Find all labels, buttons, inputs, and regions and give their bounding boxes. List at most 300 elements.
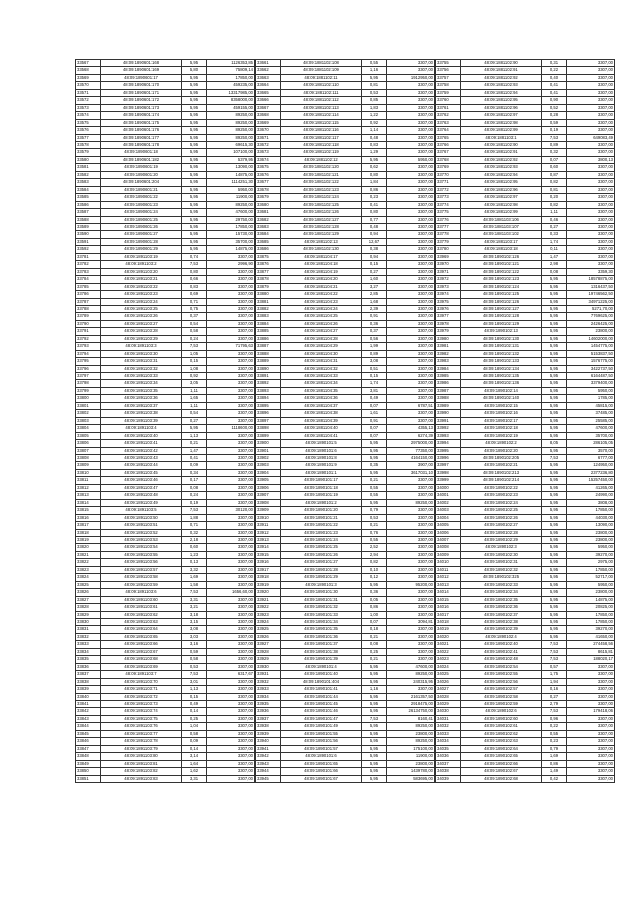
table-row xyxy=(256,216,435,223)
rate-cell: 0,96 xyxy=(542,715,567,722)
value-cell: 3307,00 xyxy=(387,186,435,193)
value-cell: 3307,00 xyxy=(567,760,615,767)
record-number-cell: 33835 xyxy=(76,656,101,663)
table-row xyxy=(256,223,435,230)
cadastral-number-cell: 48:09:1891103:3 xyxy=(101,343,182,350)
table-row xyxy=(436,395,615,402)
value-cell: 3307,00 xyxy=(387,633,435,640)
rate-cell: 0,55 xyxy=(362,60,387,67)
record-number-cell: 33891 xyxy=(256,373,281,380)
value-cell: 3307,00 xyxy=(387,566,435,573)
table-row xyxy=(436,201,615,208)
value-cell: 3307,00 xyxy=(387,343,435,350)
value-cell: 459235,00 xyxy=(207,82,255,89)
value-cell: 3307,00 xyxy=(207,753,255,760)
rate-cell: 1,58 xyxy=(182,581,207,588)
cadastral-number-cell: 48:09:1890102:56 xyxy=(461,678,542,685)
table-row xyxy=(256,730,435,737)
rate-cell: 0,24 xyxy=(182,492,207,499)
record-number-cell: 34009 xyxy=(436,551,461,558)
table-row xyxy=(436,149,615,156)
record-number-cell: 33572 xyxy=(76,97,101,104)
value-cell: 3422737,50 xyxy=(567,365,615,372)
table-row xyxy=(256,477,435,484)
table-row xyxy=(436,119,615,126)
value-cell: 3307,00 xyxy=(567,171,615,178)
record-number-cell: 33994 xyxy=(436,440,461,447)
rate-cell: 5,95 xyxy=(182,134,207,141)
table-row xyxy=(436,574,615,581)
table-row xyxy=(436,663,615,670)
record-number-cell: 33831 xyxy=(76,626,101,633)
table-row xyxy=(256,67,435,74)
cadastral-number-cell: 48:09:1881104:22 xyxy=(281,291,362,298)
rate-cell: 1,11 xyxy=(182,402,207,409)
value-cell: 3307,00 xyxy=(567,119,615,126)
record-number-cell: 33571 xyxy=(76,89,101,96)
record-number-cell: 33917 xyxy=(256,566,281,573)
value-cell: 89250,00 xyxy=(387,723,435,730)
rate-cell: 0,41 xyxy=(542,89,567,96)
table-row xyxy=(436,373,615,380)
cadastral-number-cell: 48:09:1881102:94 xyxy=(461,89,542,96)
rate-cell: 0,77 xyxy=(362,216,387,223)
record-number-cell: 33662 xyxy=(256,67,281,74)
record-number-cell: 33902 xyxy=(256,455,281,462)
table-row xyxy=(436,417,615,424)
table-row xyxy=(256,738,435,745)
record-number-cell: 33882 xyxy=(256,305,281,312)
record-number-cell: 33797 xyxy=(76,373,101,380)
record-number-cell: 33894 xyxy=(256,395,281,402)
value-cell: 3307,00 xyxy=(207,469,255,476)
rate-cell: 3,16 xyxy=(182,641,207,648)
table-row xyxy=(76,209,255,216)
rate-cell: 5,95 xyxy=(542,469,567,476)
record-number-cell: 34011 xyxy=(436,566,461,573)
table-row xyxy=(436,171,615,178)
rate-cell: 3,27 xyxy=(362,283,387,290)
table-row xyxy=(256,89,435,96)
cadastral-number-cell: 48:09:1891103:59 xyxy=(101,581,182,588)
rate-cell: 0,53 xyxy=(362,89,387,96)
data-table-column-3 xyxy=(435,59,615,783)
value-cell: 3307,00 xyxy=(567,238,615,245)
value-cell: 3307,00 xyxy=(387,313,435,320)
rate-cell: 1,69 xyxy=(182,574,207,581)
cadastral-number-cell: 48:09:1891103:35 xyxy=(101,387,182,394)
value-cell: 3307,00 xyxy=(387,82,435,89)
cadastral-number-cell: 48:09:1891103:45 xyxy=(101,469,182,476)
table-row xyxy=(76,537,255,544)
rate-cell: 0,55 xyxy=(362,484,387,491)
rate-cell: 5,95 xyxy=(542,395,567,402)
table-row xyxy=(76,350,255,357)
value-cell: 3307,00 xyxy=(387,268,435,275)
cadastral-number-cell: 48:09:1881102:112 xyxy=(281,97,362,104)
value-cell: 3307,00 xyxy=(567,753,615,760)
cadastral-number-cell: 48:09:1890102:64 xyxy=(461,745,542,752)
cadastral-number-cell: 48:09:1881104:26 xyxy=(281,320,362,327)
record-number-cell: 33979 xyxy=(436,328,461,335)
record-number-cell: 33682 xyxy=(256,216,281,223)
value-cell: 124950,00 xyxy=(567,462,615,469)
cadastral-number-cell: 48:09:1881102:111 xyxy=(281,89,362,96)
rate-cell: 5,95 xyxy=(542,462,567,469)
table-row xyxy=(76,343,255,350)
record-number-cell: 33799 xyxy=(76,387,101,394)
cadastral-number-cell: 48:09:1881102:97 xyxy=(461,194,542,201)
value-cell: 3307,00 xyxy=(387,626,435,633)
record-number-cell: 33977 xyxy=(436,313,461,320)
cadastral-number-cell: 48:09:1890102:68 xyxy=(461,775,542,782)
table-row xyxy=(436,559,615,566)
cadastral-number-cell: 48:09:1891103:30 xyxy=(101,350,182,357)
rate-cell: 0,83 xyxy=(182,283,207,290)
rate-cell: 0,41 xyxy=(362,201,387,208)
rate-cell: 5,95 xyxy=(542,305,567,312)
cadastral-number-cell: 48:09:1881104:28 xyxy=(281,335,362,342)
record-number-cell: 33838 xyxy=(76,678,101,685)
cadastral-number-cell: 48:09:1890101:66 xyxy=(281,768,362,775)
value-cell: 3307,00 xyxy=(567,60,615,67)
cadastral-number-cell: 48:09:1881102:98 xyxy=(461,119,542,126)
record-number-cell: 33588 xyxy=(76,216,101,223)
rate-cell: 5,95 xyxy=(182,246,207,253)
rate-cell: 0,52 xyxy=(542,104,567,111)
table-row xyxy=(76,574,255,581)
value-cell: 3307,00 xyxy=(567,104,615,111)
value-cell: 3307,00 xyxy=(567,127,615,134)
value-cell: 3307,00 xyxy=(387,656,435,663)
cadastral-number-cell: 48:09:1890102:63 xyxy=(461,738,542,745)
rate-cell: 0,58 xyxy=(182,328,207,335)
record-number-cell: 33762 xyxy=(436,112,461,119)
cadastral-number-cell: 48:09:1890102:28 xyxy=(461,529,542,536)
cadastral-number-cell: 48:09:1890102:133 xyxy=(461,358,542,365)
record-number-cell: 34000 xyxy=(436,484,461,491)
table-row xyxy=(256,492,435,499)
rate-cell: 3,32 xyxy=(182,566,207,573)
cadastral-number-cell: 48:09:1890101:6 xyxy=(281,753,362,760)
table-row xyxy=(76,678,255,685)
cadastral-number-cell: 48:09:1890601:25 xyxy=(101,216,182,223)
cadastral-number-cell: 48:09:1881103:102 xyxy=(461,231,542,238)
record-number-cell: 33992 xyxy=(436,425,461,432)
cadastral-number-cell: 48:09:1890102:14 xyxy=(461,387,542,394)
table-row xyxy=(76,380,255,387)
record-number-cell: 33665 xyxy=(256,89,281,96)
table-row xyxy=(256,596,435,603)
record-number-cell: 33757 xyxy=(436,74,461,81)
table-row xyxy=(436,447,615,454)
rate-cell: 5,95 xyxy=(542,566,567,573)
table-row xyxy=(436,686,615,693)
rate-cell: 0,13 xyxy=(182,559,207,566)
record-number-cell: 33932 xyxy=(256,678,281,685)
cadastral-number-cell: 48:09:1891103:53 xyxy=(101,537,182,544)
record-number-cell: 33668 xyxy=(256,112,281,119)
record-number-cell: 33777 xyxy=(436,223,461,230)
table-row xyxy=(76,410,255,417)
value-cell: 3307,00 xyxy=(207,700,255,707)
record-number-cell: 33940 xyxy=(256,738,281,745)
record-number-cell: 33804 xyxy=(76,425,101,432)
rate-cell: 0,07 xyxy=(362,618,387,625)
cadastral-number-cell: 48:09:1890601:168 xyxy=(101,60,182,67)
table-row xyxy=(436,477,615,484)
rate-cell: 5,95 xyxy=(182,82,207,89)
record-number-cell: 33584 xyxy=(76,186,101,193)
value-cell: 3307,00 xyxy=(567,97,615,104)
rate-cell: 5,95 xyxy=(542,335,567,342)
table-row xyxy=(256,194,435,201)
record-number-cell: 33669 xyxy=(256,119,281,126)
cadastral-number-cell: 48:09:1891103:20 xyxy=(101,268,182,275)
table-row xyxy=(256,559,435,566)
rate-cell: 0,79 xyxy=(542,745,567,752)
table-row xyxy=(76,648,255,655)
record-number-cell: 33878 xyxy=(256,276,281,283)
cadastral-number-cell: 48:09:1881102:93 xyxy=(461,164,542,171)
value-cell: 47600,00 xyxy=(567,425,615,432)
rate-cell: 5,95 xyxy=(362,730,387,737)
value-cell: 3307,00 xyxy=(387,246,435,253)
rate-cell: 2,85 xyxy=(362,291,387,298)
value-cell: 3307,00 xyxy=(387,373,435,380)
rate-cell: 0,82 xyxy=(542,179,567,186)
table-row xyxy=(256,328,435,335)
record-number-cell: 33674 xyxy=(256,156,281,163)
value-cell: 3307,00 xyxy=(387,298,435,305)
value-cell: 3307,00 xyxy=(567,693,615,700)
record-number-cell: 33841 xyxy=(76,700,101,707)
table-row xyxy=(76,291,255,298)
value-cell: 5950,00 xyxy=(207,186,255,193)
table-row xyxy=(256,708,435,715)
record-number-cell: 33880 xyxy=(256,291,281,298)
rate-cell: 5,95 xyxy=(542,626,567,633)
table-row xyxy=(436,74,615,81)
cadastral-number-cell: 48:09:1891103:33 xyxy=(101,373,182,380)
value-cell: 3307,00 xyxy=(387,134,435,141)
rate-cell: 7,53 xyxy=(542,656,567,663)
cadastral-number-cell: 48:09:1881102:91 xyxy=(461,67,542,74)
table-row xyxy=(436,529,615,536)
cadastral-number-cell: 48:09:1881104:20 xyxy=(281,276,362,283)
cadastral-number-cell: 48:09:1890101:25 xyxy=(281,544,362,551)
rate-cell: 1,65 xyxy=(182,395,207,402)
value-cell: 44030,00 xyxy=(567,514,615,521)
record-number-cell: 34028 xyxy=(436,693,461,700)
rate-cell: 1,05 xyxy=(182,350,207,357)
value-cell: 23800,00 xyxy=(387,760,435,767)
record-number-cell: 33805 xyxy=(76,432,101,439)
value-cell: 14875,00 xyxy=(207,171,255,178)
table-row xyxy=(256,82,435,89)
value-cell: 3307,00 xyxy=(387,253,435,260)
record-number-cell: 33986 xyxy=(436,380,461,387)
record-number-cell: 34033 xyxy=(436,730,461,737)
record-number-cell: 33788 xyxy=(76,305,101,312)
rate-cell: 1,23 xyxy=(182,551,207,558)
cadastral-number-cell: 48:09:1890601:26 xyxy=(101,223,182,230)
cadastral-number-cell: 48:09:1891103:77 xyxy=(101,730,182,737)
record-number-cell: 33592 xyxy=(76,246,101,253)
cadastral-number-cell: 48:09:1891103:71 xyxy=(101,686,182,693)
cadastral-number-cell: 48:09:1891103:66 xyxy=(101,641,182,648)
table-row xyxy=(76,238,255,245)
table-row xyxy=(256,373,435,380)
table-row xyxy=(256,335,435,342)
cadastral-number-cell: 48:09:1890102:2 xyxy=(461,440,542,447)
cadastral-number-cell: 48:09:1891103:41 xyxy=(101,440,182,447)
record-number-cell: 33570 xyxy=(76,82,101,89)
cadastral-number-cell: 48:09:1890101:22 xyxy=(281,522,362,529)
rate-cell: 5,95 xyxy=(542,313,567,320)
record-number-cell: 33794 xyxy=(76,350,101,357)
rate-cell: 0,18 xyxy=(362,626,387,633)
cadastral-number-cell: 48:09:1890601:29 xyxy=(101,246,182,253)
table-row xyxy=(256,387,435,394)
record-number-cell: 33578 xyxy=(76,141,101,148)
rate-cell: 0,81 xyxy=(362,82,387,89)
value-cell: 459155,00 xyxy=(207,104,255,111)
table-row xyxy=(256,179,435,186)
value-cell: 2918475,00 xyxy=(387,700,435,707)
table-row xyxy=(76,656,255,663)
rate-cell: 0,80 xyxy=(362,209,387,216)
table-row xyxy=(256,246,435,253)
table-row xyxy=(436,380,615,387)
cadastral-number-cell: 48:09:1881102:96 xyxy=(461,104,542,111)
record-number-cell: 33803 xyxy=(76,417,101,424)
record-number-cell: 33901 xyxy=(256,447,281,454)
record-number-cell: 33892 xyxy=(256,380,281,387)
rate-cell: 0,27 xyxy=(362,268,387,275)
cadastral-number-cell: 48:09:1890601:204 xyxy=(101,179,182,186)
cadastral-number-cell: 48:09:1891103:19 xyxy=(101,253,182,260)
record-number-cell: 33877 xyxy=(256,268,281,275)
record-number-cell: 33905 xyxy=(256,477,281,484)
rate-cell: 0,09 xyxy=(182,738,207,745)
table-row xyxy=(436,179,615,186)
record-number-cell: 33922 xyxy=(256,604,281,611)
rate-cell: 5,95 xyxy=(542,380,567,387)
value-cell: 3307,00 xyxy=(387,380,435,387)
table-row xyxy=(76,97,255,104)
record-number-cell: 34013 xyxy=(436,581,461,588)
table-row xyxy=(76,581,255,588)
record-number-cell: 34008 xyxy=(436,544,461,551)
cadastral-number-cell: 48:09:1881102:113 xyxy=(281,104,362,111)
value-cell: 4164150,00 xyxy=(387,455,435,462)
rate-cell: 0,86 xyxy=(362,186,387,193)
cadastral-number-cell: 48:09:1881102:130 xyxy=(281,246,362,253)
rate-cell: 0,80 xyxy=(362,171,387,178)
value-cell: 3307,00 xyxy=(207,537,255,544)
table-row xyxy=(436,335,615,342)
cadastral-number-cell: 48:09:1881103:106 xyxy=(461,216,542,223)
value-cell: 30120,00 xyxy=(207,507,255,514)
record-number-cell: 33912 xyxy=(256,529,281,536)
rate-cell: 5,95 xyxy=(542,589,567,596)
cadastral-number-cell: 48:09:1890101:404 xyxy=(281,678,362,685)
record-number-cell: 33664 xyxy=(256,82,281,89)
cadastral-number-cell: 48:09:1890101:26 xyxy=(281,551,362,558)
value-cell: 3307,00 xyxy=(387,537,435,544)
rate-cell: 7,53 xyxy=(542,455,567,462)
record-number-cell: 33890 xyxy=(256,365,281,372)
table-row xyxy=(76,514,255,521)
value-cell: 175100,00 xyxy=(387,745,435,752)
record-number-cell: 33821 xyxy=(76,551,101,558)
table-row xyxy=(256,402,435,409)
cadastral-number-cell: 48:09:1890601:20 xyxy=(101,171,182,178)
record-number-cell: 33973 xyxy=(436,283,461,290)
cadastral-number-cell: 48:09:1881102:99 xyxy=(461,127,542,134)
cadastral-number-cell: 48:09:1890101:9 xyxy=(281,462,362,469)
cadastral-number-cell: 48:09:1890102:214 xyxy=(461,477,542,484)
value-cell: 5950,00 xyxy=(567,581,615,588)
table-row xyxy=(436,291,615,298)
value-cell: 3307,00 xyxy=(387,119,435,126)
cadastral-number-cell: 48:09:1890101:2 xyxy=(281,499,362,506)
value-cell: 3307,00 xyxy=(387,216,435,223)
value-cell: 20825,00 xyxy=(567,604,615,611)
cadastral-number-cell: 48:09:1881102:90 xyxy=(461,60,542,67)
cadastral-number-cell: 48:09:1891103:2 xyxy=(101,261,182,268)
record-number-cell: 33850 xyxy=(76,768,101,775)
cadastral-number-cell: 48:09:1890102:125 xyxy=(461,291,542,298)
value-cell: 52717,00 xyxy=(567,574,615,581)
table-row xyxy=(436,648,615,655)
table-row xyxy=(76,231,255,238)
cadastral-number-cell: 48:09:1881104:40 xyxy=(281,425,362,432)
record-number-cell: 33982 xyxy=(436,350,461,357)
value-cell: 3307,00 xyxy=(207,618,255,625)
record-number-cell: 33569 xyxy=(76,74,101,81)
value-cell: 89250,00 xyxy=(207,119,255,126)
rate-cell: 5,95 xyxy=(182,231,207,238)
value-cell: 89250,00 xyxy=(207,127,255,134)
rate-cell: 5,80 xyxy=(182,67,207,74)
value-cell: 3307,00 xyxy=(207,723,255,730)
value-cell: 4355,13 xyxy=(387,425,435,432)
rate-cell: 5,95 xyxy=(362,760,387,767)
record-number-cell: 33927 xyxy=(256,641,281,648)
value-cell: 41650,00 xyxy=(567,633,615,640)
rate-cell: 8,05 xyxy=(542,440,567,447)
record-number-cell: 33934 xyxy=(256,693,281,700)
record-number-cell: 33893 xyxy=(256,387,281,394)
value-cell: 89250,00 xyxy=(387,738,435,745)
value-cell: 3307,00 xyxy=(567,209,615,216)
cadastral-number-cell: 48:09:1891103:58 xyxy=(101,574,182,581)
table-row xyxy=(436,455,615,462)
record-number-cell: 33918 xyxy=(256,574,281,581)
table-row xyxy=(76,723,255,730)
table-row xyxy=(256,186,435,193)
table-row xyxy=(256,753,435,760)
value-cell: 3307,00 xyxy=(387,604,435,611)
record-number-cell: 33840 xyxy=(76,693,101,700)
cadastral-number-cell: 48:09:1891103:74 xyxy=(101,708,182,715)
record-number-cell: 33909 xyxy=(256,507,281,514)
value-cell: 3307,00 xyxy=(387,574,435,581)
cadastral-number-cell: 48:09:1890601:24 xyxy=(101,209,182,216)
rate-cell: 0,58 xyxy=(182,656,207,663)
